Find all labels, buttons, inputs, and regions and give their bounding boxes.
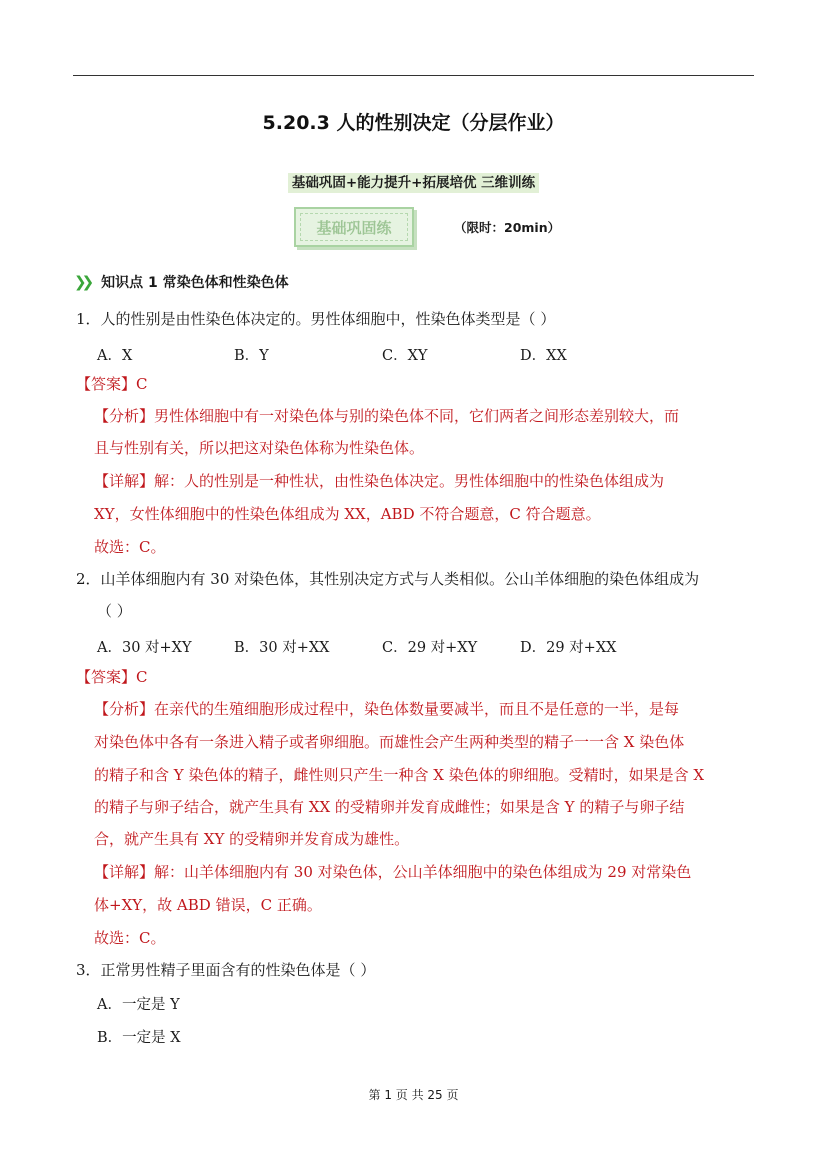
double-chevron-icon: ❯❯ — [74, 273, 90, 291]
page-footer: 第 1 页 共 25 页 — [368, 1088, 459, 1102]
q2-answer-value: C — [136, 668, 148, 686]
knowledge-point-heading — [74, 272, 289, 292]
q2-choice: 故选：C。 — [94, 929, 166, 947]
page-subtitle — [0, 171, 827, 191]
q2-analysis-line-3: 的精子和含 Y 染色体的精子，雌性则只产生一种含 X 染色体的卵细胞。受精时，如果是含 X — [94, 766, 705, 784]
q1-stem: 1．人的性别是由性染色体决定的。男性体细胞中，性染色体类型是（ ） — [76, 310, 556, 328]
q1-analysis-line-1 — [94, 406, 679, 426]
q2-option-a: A．30 对+XY — [97, 640, 192, 656]
q2-analysis-text-1: 在亲代的生殖细胞形成过程中，染色体数量要减半，而且不是任意的一半，是每 — [154, 700, 680, 718]
q3-option-a: A．一定是 Y — [97, 997, 180, 1013]
q2-analysis-line-1 — [94, 699, 679, 719]
knowledge-point-label: 知识点 1 常染色体和性染色体 — [101, 275, 289, 291]
q1-detail-line-2: XY，女性体细胞中的性染色体组成为 XX，ABD 不符合题意，C 符合题意。 — [94, 505, 601, 523]
q1-answer — [76, 374, 148, 394]
q2-answer — [76, 667, 148, 687]
q2-option-c: C．29 对+XY — [382, 640, 478, 656]
q2-analysis-line-4: 的精子与卵子结合，就产生具有 XX 的受精卵并发育成雌性；如果是含 Y 的精子与卵子结 — [94, 798, 685, 816]
q2-detail-text-1: 解：山羊体细胞内有 30 对染色体，公山羊体细胞中的染色体组成为 29 对常染色 — [154, 863, 692, 881]
q2-option-b: B．30 对+XX — [234, 640, 330, 656]
q2-option-d: D．29 对+XX — [520, 640, 617, 656]
q1-option-d: D．XX — [520, 348, 567, 364]
q1-analysis-line-2: 且与性别有关，所以把这对染色体称为性染色体。 — [94, 439, 425, 457]
page-title: 5.20.3 人的性别决定（分层作业） — [262, 112, 565, 134]
q2-detail-line-2: 体+XY，故 ABD 错误，C 正确。 — [94, 896, 322, 914]
answer-tag: 【答案】 — [76, 668, 137, 686]
q1-option-c: C．XY — [382, 348, 428, 364]
analysis-tag: 【分析】 — [94, 700, 155, 718]
q1-choice: 故选：C。 — [94, 538, 166, 556]
subtitle-text: 基础巩固+能力提升+拓展培优 三维训练 — [288, 173, 539, 193]
q2-analysis-line-2: 对染色体中各有一条进入精子或者卵细胞。而雄性会产生两种类型的精子一一含 X 染色体 — [94, 733, 685, 751]
q1-analysis-text-1: 男性体细胞中有一对染色体与别的染色体不同，它们两者之间形态差别较大，而 — [154, 407, 680, 425]
q3-stem: 3．正常男性精子里面含有的性染色体是（ ） — [76, 961, 376, 979]
analysis-tag: 【分析】 — [94, 407, 155, 425]
q2-stem-line-2: （ ） — [97, 602, 132, 620]
badge-label: 基础巩固练 — [300, 213, 408, 241]
header-rule — [73, 75, 754, 76]
time-limit: （限时：20min） — [454, 220, 561, 235]
q1-detail-text-1: 解：人的性别是一种性状，由性染色体决定。男性体细胞中的性染色体组成为 — [154, 472, 665, 490]
detail-tag: 【详解】 — [94, 472, 155, 490]
q1-option-b: B．Y — [234, 348, 269, 364]
q2-stem-line-1: 2．山羊体细胞内有 30 对染色体，其性别决定方式与人类相似。公山羊体细胞的染色体组成为 — [76, 570, 700, 588]
q1-detail-line-1 — [94, 471, 664, 491]
q2-detail-line-1 — [94, 862, 691, 882]
section-badge — [294, 207, 414, 247]
q2-analysis-line-5: 合，就产生具有 XY 的受精卵并发育成为雄性。 — [94, 830, 410, 848]
q1-option-a: A．X — [97, 348, 133, 364]
answer-tag: 【答案】 — [76, 375, 137, 393]
q1-answer-value: C — [136, 375, 148, 393]
detail-tag: 【详解】 — [94, 863, 155, 881]
q3-option-b: B．一定是 X — [97, 1030, 181, 1046]
